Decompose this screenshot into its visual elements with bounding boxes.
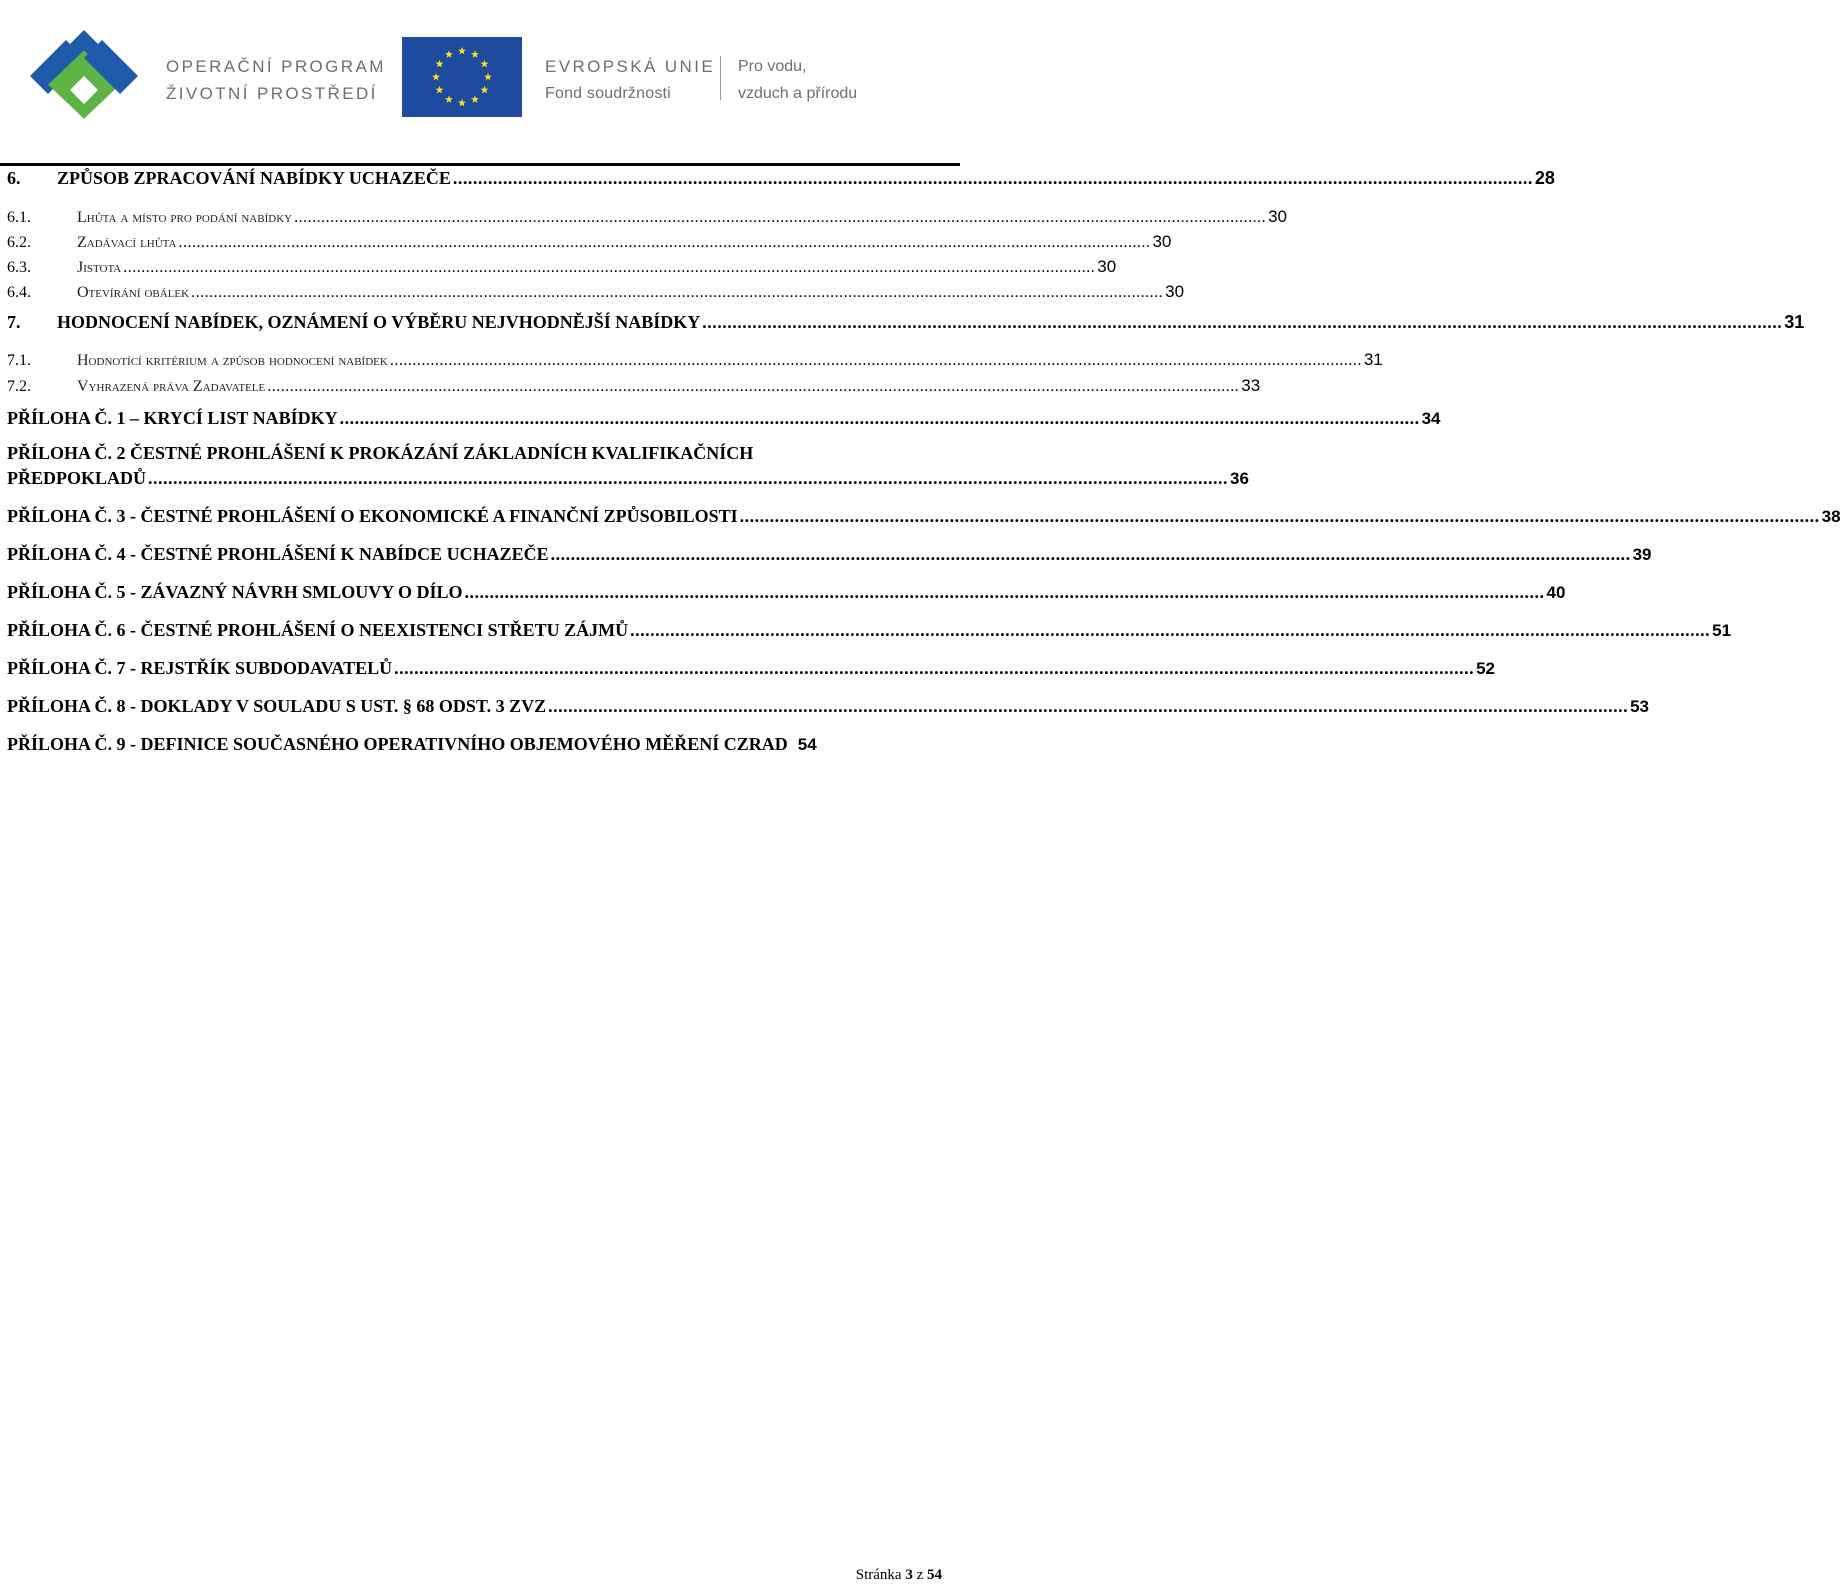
toc-leader: ........................................................................................................................................................................................................................ xyxy=(452,168,1533,188)
toc-page: 54 xyxy=(797,735,817,754)
toc-leader: ........................................................................................................................................................................................................................ xyxy=(550,544,1631,564)
toc-page: 38 xyxy=(1821,507,1841,526)
program-line-1: OPERAČNÍ PROGRAM xyxy=(166,57,386,76)
header-divider xyxy=(720,56,721,100)
program-name xyxy=(166,53,386,107)
toc-title-line-1[interactable]: PŘÍLOHA Č. 2 ČESTNÉ PROHLÁŠENÍ K PROKÁZÁNÍ ZÁKLADNÍCH KVALIFIKAČNÍCH xyxy=(7,443,754,463)
toc-title: Otevírání obálek xyxy=(77,284,190,301)
toc-number: 6.2. xyxy=(7,234,31,251)
toc-entry[interactable] xyxy=(7,582,1566,603)
toc-title: Lhůta a místo pro podání nabídky xyxy=(77,209,293,226)
toc-page: 30 xyxy=(1097,257,1117,276)
eu-line-2: Fond soudržnosti xyxy=(545,85,671,102)
toc-entry[interactable] xyxy=(7,544,1652,565)
toc-title: Hodnotící kritérium a způsob hodnocení nabídek xyxy=(77,352,388,369)
footer-current-page: 3 xyxy=(905,1567,913,1583)
toc-title: PŘÍLOHA Č. 1 – KRYCÍ LIST NABÍDKY xyxy=(7,408,338,428)
toc-title: Vyhrazená práva Zadavatele xyxy=(77,378,266,395)
toc-leader: ........................................................................................................................................................................................................................ xyxy=(178,234,1151,251)
footer-total-pages: 54 xyxy=(927,1567,942,1583)
header-rule xyxy=(0,163,960,166)
toc-page: 30 xyxy=(1165,282,1185,301)
toc-title: PŘÍLOHA Č. 7 - REJSTŘÍK SUBDODAVATELŮ xyxy=(7,658,393,678)
eu-line-1: EVROPSKÁ UNIE xyxy=(545,57,716,76)
toc-entry[interactable] xyxy=(7,232,1172,252)
toc-entry[interactable] xyxy=(7,506,1841,527)
footer-label: Stránka xyxy=(855,1567,902,1583)
eu-flag-icon xyxy=(402,37,522,117)
toc-page: 36 xyxy=(1230,469,1249,488)
toc-page: 28 xyxy=(1534,168,1555,188)
toc-entry[interactable] xyxy=(7,734,953,755)
toc-entry[interactable] xyxy=(7,257,1117,277)
toc-entry[interactable] xyxy=(7,168,1555,189)
toc-entry[interactable] xyxy=(7,312,1805,333)
toc-leader: ........................................................................................................................................................................................................................ xyxy=(702,312,1783,332)
toc-entry[interactable] xyxy=(7,207,1288,227)
toc-page: 39 xyxy=(1632,545,1652,564)
toc-title: ZPŮSOB ZPRACOVÁNÍ NABÍDKY UCHAZEČE xyxy=(57,168,451,188)
toc-page: 30 xyxy=(1268,207,1288,226)
toc-number: 6. xyxy=(7,168,21,188)
toc-number: 6.4. xyxy=(7,284,31,301)
toc-title: PŘÍLOHA Č. 9 - DEFINICE SOUČASNÉHO OPERATIVNÍHO OBJEMOVÉHO MĚŘENÍ CZRAD xyxy=(7,734,788,754)
footer-of: z xyxy=(916,1567,924,1583)
toc-page: 40 xyxy=(1546,583,1566,602)
toc-entry[interactable] xyxy=(7,696,1650,717)
toc-title: PŘÍLOHA Č. 3 - ČESTNÉ PROHLÁŠENÍ O EKONOMICKÉ A FINANČNÍ ZPŮSOBILOSTI xyxy=(7,506,738,526)
toc-leader: ........................................................................................................................................................................................................................ xyxy=(148,468,1228,488)
toc-entry[interactable] xyxy=(7,282,1185,302)
toc-number: 6.1. xyxy=(7,209,31,226)
toc-leader: ........................................................................................................................................................................................................................ xyxy=(294,209,1267,226)
slogan xyxy=(738,53,857,107)
page-header xyxy=(0,0,960,160)
toc-title: PŘÍLOHA Č. 4 - ČESTNÉ PROHLÁŠENÍ K NABÍDCE UCHAZEČE xyxy=(7,544,549,564)
toc-entry[interactable] xyxy=(7,408,1441,429)
toc-leader: ........................................................................................................................................................................................................................ xyxy=(191,284,1164,301)
opzp-logo xyxy=(22,26,148,128)
toc-title: PŘÍLOHA Č. 5 - ZÁVAZNÝ NÁVRH SMLOUVY O DÍLO xyxy=(7,582,463,602)
toc-entry[interactable] xyxy=(7,376,1261,396)
toc-page: 33 xyxy=(1241,376,1261,395)
toc-entry[interactable] xyxy=(7,350,1383,370)
eu-label xyxy=(545,53,715,107)
toc-title: PŘÍLOHA Č. 6 - ČESTNÉ PROHLÁŠENÍ O NEEXISTENCI STŘETU ZÁJMŮ xyxy=(7,620,629,640)
toc-number: 7.2. xyxy=(7,378,31,395)
toc-page: 52 xyxy=(1476,659,1496,678)
program-line-2: ŽIVOTNÍ PROSTŘEDÍ xyxy=(166,84,378,103)
toc-number: 7.1. xyxy=(7,352,31,369)
slogan-line-1: Pro vodu, xyxy=(738,58,807,75)
toc-page: 30 xyxy=(1152,232,1172,251)
toc-leader: ........................................................................................................................................................................................................................ xyxy=(464,582,1545,602)
toc-page: 31 xyxy=(1784,312,1805,332)
toc-page: 34 xyxy=(1421,409,1441,428)
toc-page: 53 xyxy=(1630,697,1650,716)
toc-page: 51 xyxy=(1712,621,1732,640)
toc-leader: ........................................................................................................................................................................................................................ xyxy=(339,408,1420,428)
toc-number: 6.3. xyxy=(7,259,31,276)
toc-page: 31 xyxy=(1363,350,1383,369)
toc-title: PŘÍLOHA Č. 8 - DOKLADY V SOULADU S UST. § 68 ODST. 3 ZVZ xyxy=(7,696,547,716)
toc-entry[interactable] xyxy=(7,658,1496,679)
slogan-line-2: vzduch a přírodu xyxy=(738,85,858,102)
toc-entry[interactable] xyxy=(7,620,1732,641)
toc-number: 7. xyxy=(7,312,21,332)
toc-leader: ........................................................................................................................................................................................................................ xyxy=(394,658,1475,678)
toc-leader: ........................................................................................................................................................................................................................ xyxy=(630,620,1711,640)
toc-entry[interactable] xyxy=(7,468,1249,489)
toc-leader: ........................................................................................................................................................................................................................ xyxy=(389,352,1362,369)
toc-title: Zadávací lhůta xyxy=(77,234,177,251)
toc-title: HODNOCENÍ NABÍDEK, OZNÁMENÍ O VÝBĚRU NEJVHODNĚJŠÍ NABÍDKY xyxy=(57,312,701,332)
page-footer xyxy=(856,1567,942,1584)
toc-leader: ........................................................................................................................................................................................................................ xyxy=(548,696,1629,716)
toc-leader: ........................................................................................................................................................................................................................ xyxy=(123,259,1096,276)
toc-title: Jistota xyxy=(77,259,122,276)
toc-leader: ........................................................................................................................................................................................................................ xyxy=(267,378,1240,395)
toc-title: PŘEDPOKLADŮ xyxy=(7,468,146,488)
toc-leader: ........................................................................................................................................................................................................................ xyxy=(739,506,1820,526)
